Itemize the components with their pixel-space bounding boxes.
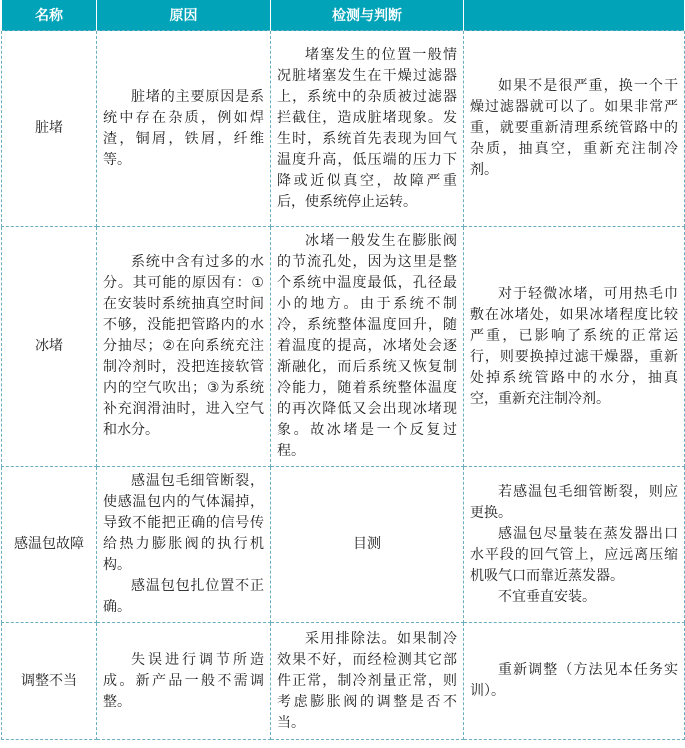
fault-remedy bbox=[464, 31, 685, 227]
remedy-paragraph: 如果不是很严重，换一个干燥过滤器就可以了。如果非常严重，就要重新清理系统管路中的杂质，抽真空，重新充注制冷剂。 bbox=[470, 78, 678, 178]
detect-paragraph: 冰堵一般发生在膨胀阀的节流孔处，因为这里是整个系统中温度最低，孔径最小的地方。由于系统不制冷，系统整体温度回升，随着温度的提高，冰堵处会逐渐融化，而后系统又恢复制冷能力，随着系统整体温度的再次降低又会出现冰堵现象。故冰堵是一个反复过程。 bbox=[277, 233, 457, 459]
fault-name: 脏堵 bbox=[2, 31, 97, 227]
fault-cause bbox=[97, 623, 271, 740]
remedy-paragraph: 不宜垂直安装。 bbox=[498, 588, 596, 605]
cause-paragraph: 脏堵的主要原因是系统中存在杂质，例如焊渣，铜屑，铁屑，纤维等。 bbox=[103, 88, 264, 168]
table-row bbox=[2, 467, 685, 623]
fault-detect bbox=[271, 467, 464, 623]
fault-detect bbox=[271, 227, 464, 467]
remedy-paragraph: 重新调整（方法见本任务实训）。 bbox=[470, 662, 678, 699]
remedy-paragraph: 感温包尽量装在蒸发器出口水平段的回气管上，应远离压缩机吸气口而靠近蒸发器。 bbox=[470, 525, 678, 584]
detect-paragraph: 采用排除法。如果制冷效果不好，而经检测其它部件正常，制冷剂量正常，则考虑膨胀阀的调整是否不当。 bbox=[277, 630, 457, 731]
cause-paragraph: 系统中含有过多的水分。其可能的原因有：①在安装时系统抽真空时间不够，没能把管路内的水分抽尽；②在向系统充注制冷剂时，没把连接软管内的空气吹出；③为系统补充润滑油时，进入空气和水分。 bbox=[103, 254, 264, 438]
cause-paragraph: 感温包毛细管断裂，使感温包内的气体漏掉，导致不能把正确的信号传给热力膨胀阀的执行机构。 bbox=[103, 473, 264, 573]
fault-remedy bbox=[464, 227, 685, 467]
fault-cause bbox=[97, 31, 271, 227]
remedy-paragraph: 若感温包毛细管断裂，则应更换。 bbox=[470, 483, 678, 521]
table-row bbox=[2, 31, 685, 227]
remedy-paragraph: 对于轻微冰堵，可用热毛巾敷在冰堵处，如果冰堵程度比较严重，已影响了系统的正常运行，则要换掉过滤干燥器，重新处掉系统管路中的水分，抽真空，重新充注制冷剂。 bbox=[470, 285, 678, 407]
cause-paragraph: 感温包包扎位置不正确。 bbox=[103, 578, 264, 615]
detect-paragraph: 目测 bbox=[353, 536, 381, 552]
table-row bbox=[2, 623, 685, 740]
fault-name: 感温包故障 bbox=[2, 467, 97, 623]
cause-paragraph: 失误进行调节所造成。新产品一般不需调整。 bbox=[103, 651, 264, 710]
header-name: 名称 bbox=[2, 0, 97, 31]
fault-table bbox=[1, 0, 685, 740]
fault-detect bbox=[271, 623, 464, 740]
header-cause: 原因 bbox=[97, 0, 271, 31]
header-detect: 检测与判断 bbox=[271, 0, 464, 31]
header-remedy bbox=[464, 0, 685, 31]
fault-cause bbox=[97, 467, 271, 623]
fault-detect bbox=[271, 31, 464, 227]
table-row bbox=[2, 227, 685, 467]
fault-name: 调整不当 bbox=[2, 623, 97, 740]
fault-cause bbox=[97, 227, 271, 467]
header-row bbox=[2, 0, 685, 31]
fault-remedy bbox=[464, 623, 685, 740]
fault-name: 冰堵 bbox=[2, 227, 97, 467]
detect-paragraph: 堵塞发生的位置一般情况脏堵塞发生在干燥过滤器上，系统中的杂质被过滤器拦截住，造成脏堵现象。发生时，系统首先表现为回气温度升高，低压端的压力下降或近似真空，故障严重后，使系统停止运转。 bbox=[277, 46, 457, 210]
fault-remedy bbox=[464, 467, 685, 623]
